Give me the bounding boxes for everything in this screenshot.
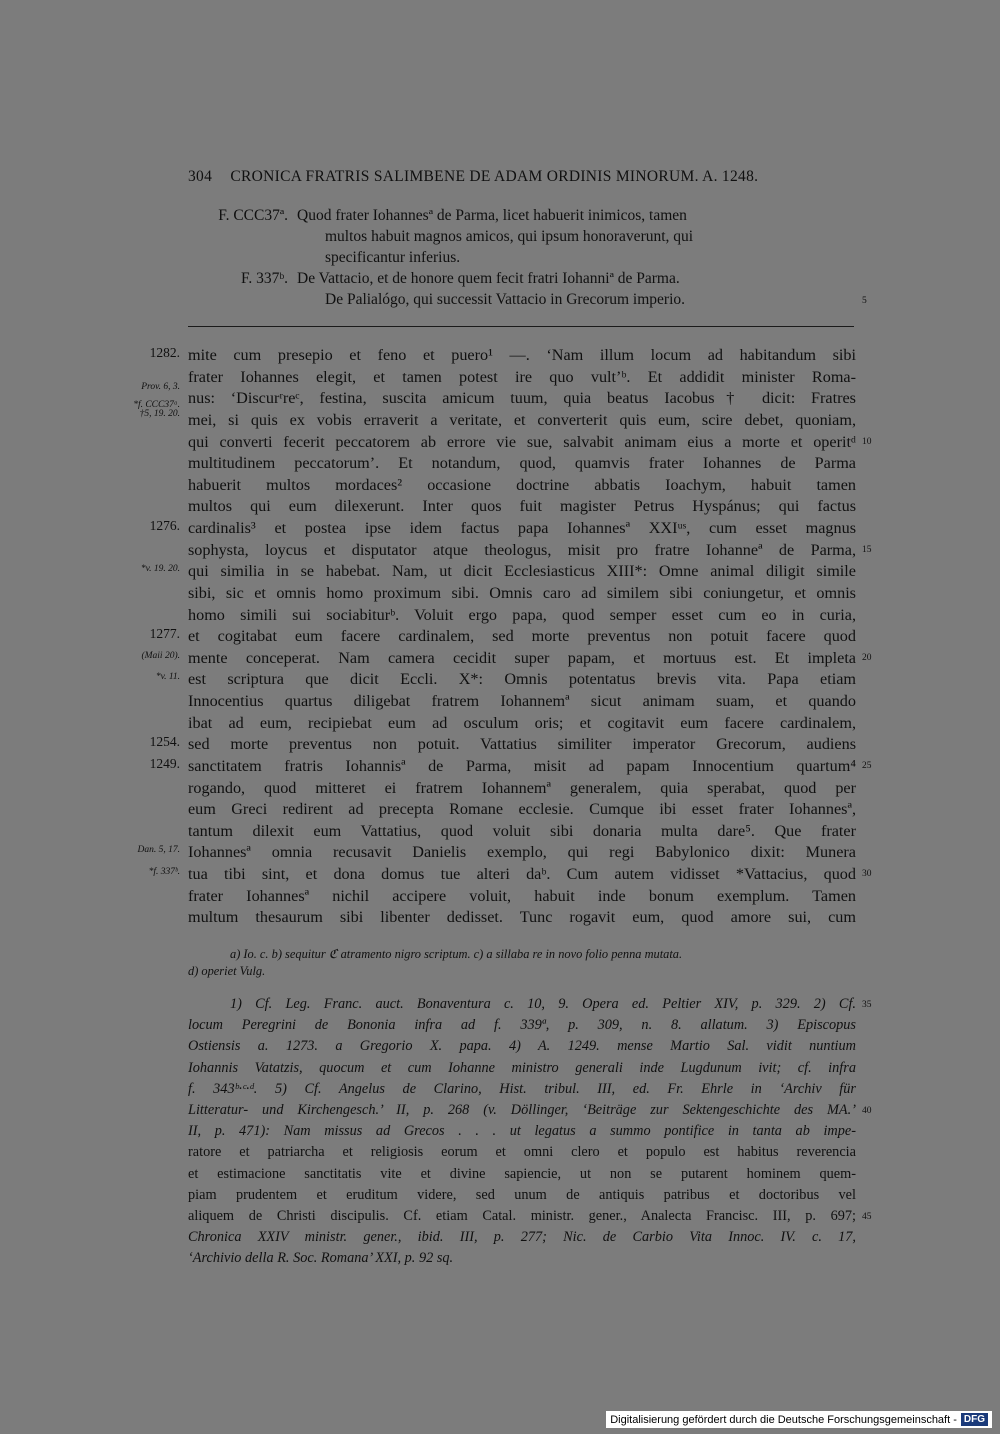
toc-line: De Palialógo, qui successit Vattacio in Grecorum imperio.	[325, 291, 686, 308]
margin-note: Dan. 5, 17.	[137, 845, 180, 856]
footnote-line: f. 343ᵇ·ᶜ·ᵈ. 5) Cf. Angelus de Clarino, Hist. tribul. III, ed. Fr. Ehrle in ‘Archiv für	[188, 1080, 856, 1097]
margin-note: 1249.	[149, 755, 180, 771]
body-line: tua tibi sint, et dona domus tue alteri daᵇ. Cum autem vidisset *Vattacius, quod	[188, 865, 856, 884]
toc-line: multos habuit magnos amicos, qui ipsum honoraverunt, qui	[325, 228, 694, 245]
body-line: Innocentius quartus diligebat fratrem Iohannemª sicut animam suam, et quando	[188, 692, 856, 711]
running-header	[188, 168, 758, 186]
body-line: et cogitabat eum facere cardinalem, sed morte preventus non potuit facere quod	[188, 627, 856, 646]
body-line: frater Iohannesª nichil accipere voluit, habuit inde bonum exemplum. Tamen	[188, 886, 856, 905]
body-line: eum Greci redirent ad precepta Romane ecclesie. Cumque ibi esset frater Iohannesª,	[188, 800, 856, 819]
footnote-line-number: 40	[862, 1106, 872, 1116]
body-line: sed morte preventus non potuit. Vattatius similiter imperator Grecorum, audiens	[188, 735, 856, 754]
footnote-line: Ostiensis a. 1273. a Gregorio X. papa. 4) A. 1249. mense Martio Sal. vidit nuntium	[188, 1038, 856, 1055]
footer-text: Digitalisierung gefördert durch die Deutsche Forschungsgemeinschaft -	[610, 1413, 957, 1426]
footnote-line: Litteratur- und Kirchengesch.’ II, p. 268 (v. Döllinger, ‘Beiträge zur Sektengeschichte des MA.’	[188, 1102, 856, 1118]
divider-rule	[188, 326, 854, 327]
body-line: sibi, sic et omnis homo proximum sibi. Omnis caro ad similem sibi coniungetur, et omnis	[188, 583, 856, 602]
toc-line: Quod frater Iohannesª de Parma, licet habuerit inimicos, tamen	[297, 207, 687, 224]
body-line: frater Iohannes elegit, et tamen potest ire quo vult’ᵇ. Et addidit minister Roma-	[188, 367, 856, 386]
toc-ref: F. CCC37ª.	[218, 207, 288, 224]
margin-note: 1276.	[149, 518, 180, 534]
footnote-line: aliquem de Christi discipulis. Cf. etiam Catal. ministr. gener., Analecta Francisc. III, p. 697;	[188, 1208, 856, 1224]
toc-line: specificantur inferius.	[325, 249, 461, 266]
body-line: mei, si quis ex vobis erraverit a veritate, et converterit quis eum, scire debet, quoniam,	[188, 410, 856, 429]
margin-note: Prov. 6, 3.	[141, 382, 180, 393]
line-number: 10	[862, 436, 872, 447]
margin-note: 1277.	[149, 626, 180, 642]
body-line: rogando, quod mitteret ei fratrem Iohannemª generalem, quia sperabat, quod per	[188, 778, 856, 797]
body-line: nus: ‘Discurʳreᶜ, festina, suscita amicum tuum, quia beatus Iacobus† dicit: Fratres	[188, 389, 856, 408]
body-line: sophysta, loycus et disputator atque theologus, misit pro fratre Iohanneª de Parma,	[188, 540, 856, 559]
body-line: est scriptura que dicit Eccli. X*: Omnis potentatus brevis vita. Papa etiam	[188, 670, 856, 689]
toc-line-number: 5	[862, 296, 867, 306]
footnote-line: ‘Archivio della R. Soc. Romana’ XXI, p. 92 sq.	[188, 1250, 454, 1267]
line-number: 20	[862, 652, 872, 663]
funding-footer	[606, 1411, 992, 1428]
body-line: habuerit multos mordaces² occasione doctrine abbatis Ioachym, habuit tamen	[188, 475, 856, 494]
margin-note: (Maii 20).	[141, 650, 180, 661]
running-title: CRONICA FRATRIS SALIMBENE DE ADAM ORDINIS MINORUM. A. 1248.	[230, 168, 759, 185]
body-line: multitudinem peccatorum’. Et notandum, quod, quamvis frater Iohannes de Parma	[188, 454, 856, 473]
line-number: 30	[862, 869, 872, 880]
footnote-line: 1) Cf. Leg. Franc. auct. Bonaventura c. 10, 9. Opera ed. Peltier XIV, p. 329. 2) Cf.	[230, 996, 856, 1012]
margin-note: 1254.	[149, 734, 180, 750]
dfg-logo: DFG	[961, 1413, 988, 1426]
margin-note: 1282.	[149, 345, 180, 360]
apparatus-line: a) Io. c. b) sequitur ℭ atramento nigro scriptum. c) a sillaba re in novo folio penna mutata.	[230, 947, 683, 961]
body-line: mite cum presepio et feno et puero¹ —. ‘Nam illum locum ad habitandum sibi	[188, 346, 856, 364]
margin-note: *v. 11.	[155, 672, 180, 683]
body-line: cardinalis³ et postea ipse idem factus papa Iohannesª XXIᵘˢ, cum esset magnus	[188, 519, 856, 538]
body-line: sanctitatem fratris Iohannisª de Parma, misit ad papam Innocentium quartum⁴	[188, 756, 856, 775]
toc-ref: F. 337ᵇ.	[240, 270, 288, 287]
toc-line: De Vattacio, et de honore quem fecit fratri Iohanniª de Parma.	[297, 270, 680, 287]
footnote-line-number: 35	[862, 1000, 872, 1010]
line-number: 25	[862, 760, 872, 771]
footnote-line: locum Peregrini de Bononia infra ad f. 339ª, p. 309, n. 8. allatum. 3) Episcopus	[188, 1017, 856, 1034]
footnote-line: et estimacione sanctitatis vite et divine sapiencie, ut non se putarent hominem quem-	[188, 1165, 856, 1182]
body-line: qui converti fecerit peccatorem ab errore vie sue, salvabit animam eius a morte et operitᵈ	[188, 432, 856, 451]
margin-note: *f. CCC37ᵃ.	[133, 400, 180, 411]
footnote-line: ratore et patriarcha et religiosis eorum et omni clero et populo est habitus reverencia	[188, 1144, 856, 1161]
body-line: qui similia in se habebat. Nam, ut dicit Ecclesiasticus XIII*: Omne animal diligit simile	[188, 562, 856, 581]
line-number: 15	[862, 544, 872, 555]
body-line: multos qui eum dilexerunt. Inter quos fuit magister Petrus Hyspánus; qui factus	[188, 497, 856, 516]
page-number: 304	[188, 168, 213, 185]
body-line: Iohannesª omnia recusavit Danielis exemplo, qui regi Babylonico dixit: Munera	[188, 843, 856, 862]
body-line: mente conceperat. Nam camera cecidit super papam, et mortuus est. Et impleta	[188, 648, 856, 667]
body-line: tantum dilexit eum Vattatius, quod voluit sibi donaria multa dare⁵. Que frater	[188, 821, 856, 840]
apparatus-line: d) operiet Vulg.	[188, 964, 266, 978]
body-line: ibat ad eum, recipiebat eum ad osculum oris; et cogitavit eum facere cardinalem,	[188, 713, 856, 732]
footnote-line: Iohannis Vatatzis, quocum et cum Iohanne ministro generali inde Lugdunum ivit; cf. infra	[188, 1059, 856, 1076]
margin-note: †5, 19. 20.	[139, 409, 180, 420]
margin-note: *f. 337ᵇ.	[148, 867, 180, 878]
footnote-line: piam prudentem et eruditum videre, sed unum de antiquis patribus et doctoribus vel	[188, 1186, 856, 1203]
margin-note: *v. 19. 20.	[140, 564, 180, 575]
body-line: homo simili sui sociabiturᵇ. Voluit ergo papa, quod semper esset cum eo in curia,	[188, 605, 856, 624]
footnote-line: II, p. 471): Nam missus ad Grecos . . . ut legatus a summo pontifice in tanta ab impe-	[188, 1123, 856, 1140]
body-line: multum thesaurum sibi libenter dedisset. Tunc rogavit eum, quod amore sui, cum	[188, 908, 856, 927]
footnote-line-number: 45	[862, 1212, 872, 1222]
footnote-line: Chronica XXIV ministr. gener., ibid. III, p. 277; Nic. de Carbio Vita Innoc. IV. c. 17,	[188, 1229, 856, 1246]
